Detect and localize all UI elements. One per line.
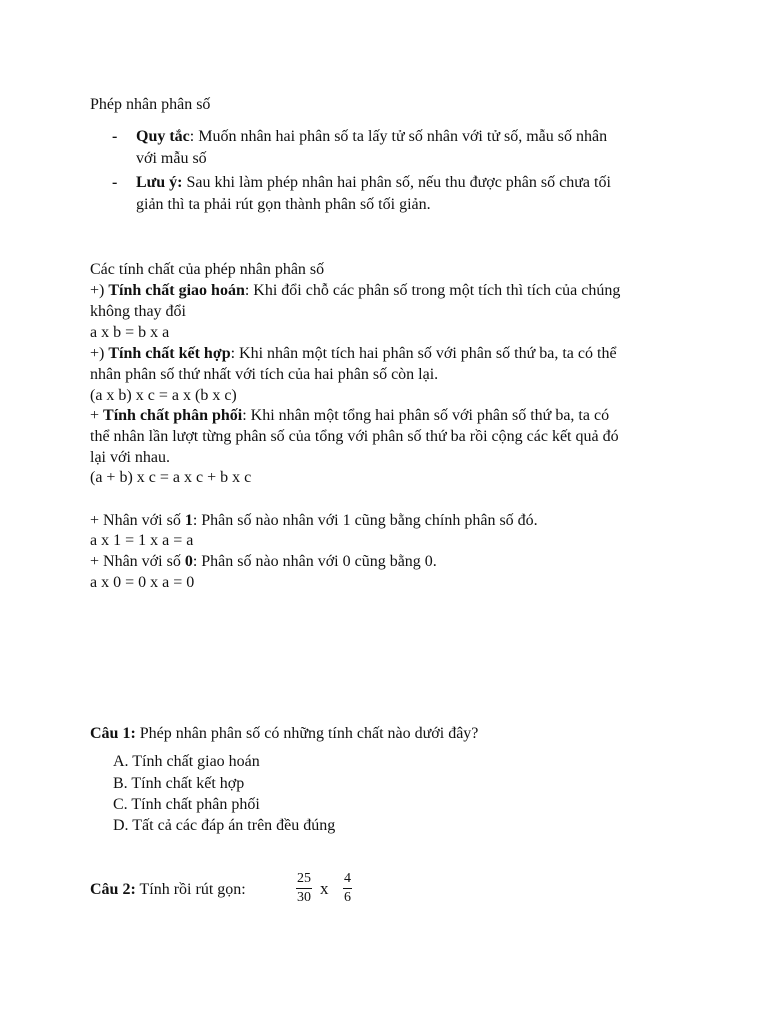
rule-text-1: : Muốn nhân hai phân số ta lấy tử số nhân với tử số, mẫu số nhân xyxy=(189,128,608,145)
properties-heading: Các tính chất của phép nhân phân số xyxy=(90,261,325,278)
distributive-prefix: + xyxy=(90,407,104,424)
commutative-text-1: : Khi đổi chỗ các phân số trong một tích thì tích của chúng xyxy=(244,282,621,299)
multiply-zero-prefix: + Nhân với số xyxy=(90,553,185,570)
distributive-line-1 xyxy=(90,406,609,426)
commutative-prefix: +) xyxy=(90,282,109,299)
multiply-zero-formula: a x 0 = 0 x a = 0 xyxy=(90,574,195,591)
note-text-1: Sau khi làm phép nhân hai phân số, nếu thu được phân số chưa tối xyxy=(182,174,611,191)
fraction-2-bar xyxy=(343,888,352,889)
fraction-2-numerator: 4 xyxy=(344,871,351,886)
multiply-one-label: 1 xyxy=(184,512,193,529)
fraction-2-denominator: 6 xyxy=(344,890,351,905)
section-title: Phép nhân phân số xyxy=(90,96,211,113)
multiply-zero-text: : Phân số nào nhân với 0 cũng bằng 0. xyxy=(192,553,437,570)
multiply-zero-label: 0 xyxy=(184,553,193,570)
bullet-dash: - xyxy=(112,174,118,191)
associative-line-1 xyxy=(90,344,617,364)
associative-formula: (a x b) x c = a x (b x c) xyxy=(90,387,237,404)
distributive-line-3: lại với nhau. xyxy=(90,449,170,466)
fraction-1-bar xyxy=(296,888,312,889)
bullet-dash: - xyxy=(112,128,118,145)
fraction-2 xyxy=(343,871,352,906)
associative-prefix: +) xyxy=(90,345,109,362)
multiply-sign: x xyxy=(320,879,329,898)
option-b: B. Tính chất kết hợp xyxy=(113,775,245,792)
commutative-line-1 xyxy=(90,281,620,301)
note-line-1 xyxy=(136,172,611,194)
distributive-line-2: thể nhân lần lượt từng phân số của tổng với phân số thứ ba rồi cộng các kết quả đó xyxy=(90,428,619,445)
question-1-text: Phép nhân phân số có những tính chất nào dưới đây? xyxy=(135,725,479,742)
multiply-one-text: : Phân số nào nhân với 1 cũng bằng chính phân số đó. xyxy=(192,512,538,529)
option-d: D. Tất cả các đáp án trên đều đúng xyxy=(113,817,336,834)
rule-line-2: với mẫu số xyxy=(136,150,207,167)
note-line-2: giản thì ta phải rút gọn thành phân số tối giản. xyxy=(136,196,431,213)
associative-text-1: : Khi nhân một tích hai phân số với phân số thứ ba, ta có thể xyxy=(230,345,617,362)
fraction-1 xyxy=(296,871,312,906)
distributive-formula: (a + b) x c = a x c + b x c xyxy=(90,469,252,486)
associative-line-2: nhân phân số thứ nhất với tích của hai phân số còn lại. xyxy=(90,366,439,383)
fraction-1-denominator: 30 xyxy=(297,890,311,905)
distributive-label: Tính chất phân phối xyxy=(103,407,243,424)
commutative-line-2: không thay đổi xyxy=(90,303,186,320)
multiply-one-formula: a x 1 = 1 x a = a xyxy=(90,532,194,549)
question-2-text: Tính rồi rút gọn: xyxy=(135,881,246,898)
note-label: Lưu ý: xyxy=(136,174,183,191)
multiply-one-line xyxy=(90,511,538,531)
option-a: A. Tính chất giao hoán xyxy=(113,753,260,770)
commutative-formula: a x b = b x a xyxy=(90,324,170,341)
distributive-text-1: : Khi nhân một tổng hai phân số với phân số thứ ba, ta có xyxy=(242,407,610,424)
multiply-one-prefix: + Nhân với số xyxy=(90,512,185,529)
question-1-label: Câu 1: xyxy=(90,725,136,742)
option-c: C. Tính chất phân phối xyxy=(113,796,260,813)
question-1 xyxy=(90,724,478,744)
rule-line-1 xyxy=(136,126,607,148)
fraction-1-numerator: 25 xyxy=(297,871,311,886)
question-2 xyxy=(90,880,246,900)
commutative-label: Tính chất giao hoán xyxy=(108,282,245,299)
associative-label: Tính chất kết hợp xyxy=(108,345,231,362)
multiply-zero-line xyxy=(90,552,437,572)
question-2-label: Câu 2: xyxy=(90,881,136,898)
rule-label: Quy tắc xyxy=(136,128,190,145)
